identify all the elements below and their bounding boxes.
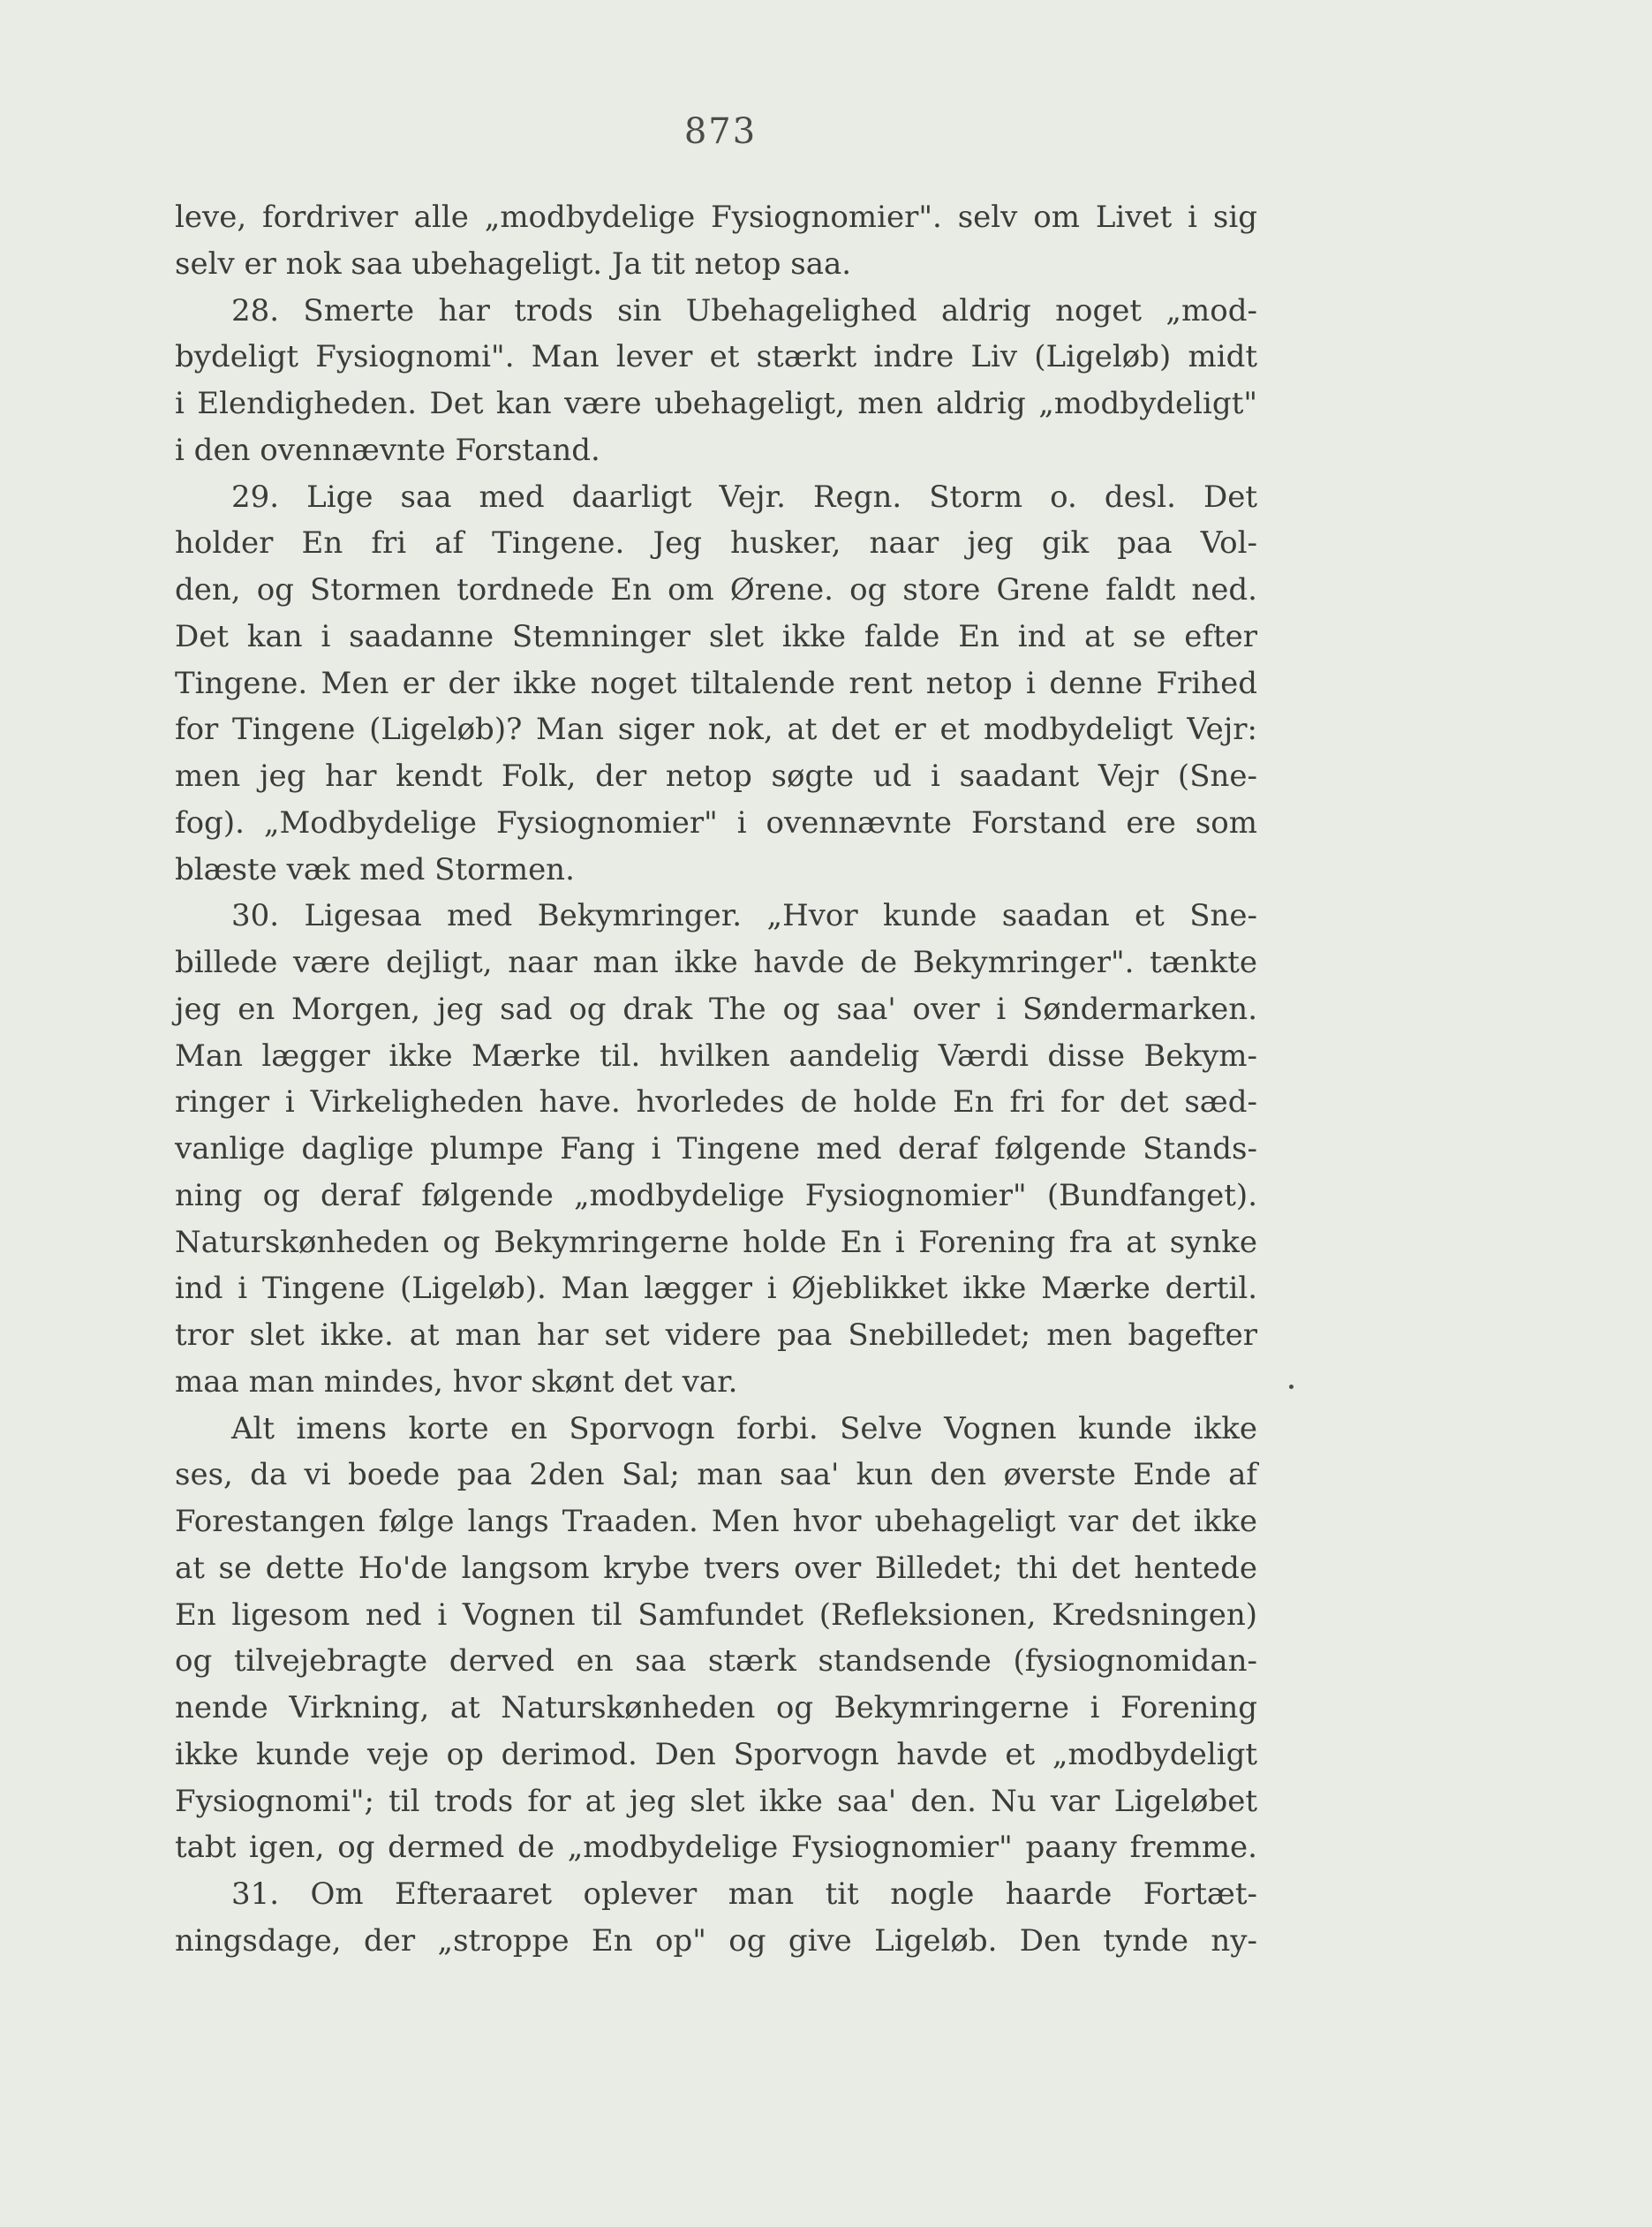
text-line: Alt imens korte en Sporvogn forbi. Selve Vognen kunde ikke <box>231 1410 1257 1446</box>
text-line: billede være dejligt, naar man ikke havde de Bekymringer". tænkte <box>175 945 1257 980</box>
text-line: fog). „Modbydelige Fysiognomier" i ovennævnte Forstand ere som <box>175 804 1257 841</box>
text-line: nende Virkning, at Naturskønheden og Bekymringerne i Forening <box>175 1690 1257 1725</box>
text-line: leve, fordriver alle „modbydelige Fysiognomier". selv om Livet i sig <box>175 200 1257 235</box>
text-line: jeg en Morgen, jeg sad og drak The og saa' over i Søndermarken. <box>175 991 1257 1027</box>
text-line: ning og deraf følgende „modbydelige Fysiognomier" (Bundfanget). <box>175 1177 1257 1213</box>
text-line: Fysiognomi"; til trods for at jeg slet ikke saa' den. Nu var Ligeløbet <box>175 1783 1257 1819</box>
text-line: Naturskønheden og Bekymringerne holde En i Forening fra at synke <box>175 1224 1257 1260</box>
text-line: at se dette Ho'de langsom krybe tvers over Billedet; thi det hentede <box>175 1550 1257 1586</box>
text-line: men jeg har kendt Folk, der netop søgte ud i saadant Vejr (Sne- <box>175 759 1257 794</box>
text-line: 29. Lige saa med daarligt Vejr. Regn. Storm o. desl. Det <box>231 479 1257 515</box>
ink-speck <box>1289 1385 1294 1389</box>
text-line: for Tingene (Ligeløb)? Man siger nok, at det er et modbydeligt Vejr: <box>175 712 1257 748</box>
text-line: bydeligt Fysiognomi". Man lever et stærkt indre Liv (Ligeløb) midt <box>175 339 1257 375</box>
text-line: tabt igen, og dermed de „modbydelige Fysiognomier" paany fremme. <box>175 1830 1257 1866</box>
text-line: maa man mindes, hvor skønt det var. <box>175 1363 738 1400</box>
text-line: ringer i Virkeligheden have. hvorledes de holde En fri for det sæd- <box>175 1084 1257 1121</box>
text-line: ikke kunde veje op derimod. Den Sporvogn havde et „modbydeligt <box>175 1736 1257 1772</box>
page-number: 873 <box>683 111 758 152</box>
text-line: i den ovennævnte Forstand. <box>175 432 600 468</box>
text-line: holder En fri af Tingene. Jeg husker, naar jeg gik paa Vol- <box>175 525 1257 562</box>
text-line: Forestangen følge langs Traaden. Men hvor ubehageligt var det ikke <box>175 1504 1257 1539</box>
text-line: ningsdage, der „stroppe En op" og give Ligeløb. Den tynde ny- <box>175 1922 1257 1959</box>
text-line: selv er nok saa ubehageligt. Ja tit netop saa. <box>175 245 852 282</box>
text-line: Det kan i saadanne Stemninger slet ikke falde En ind at se efter <box>175 618 1257 654</box>
text-line: Tingene. Men er der ikke noget tiltalende rent netop i denne Frihed <box>175 665 1257 701</box>
text-line: og tilvejebragte derved en saa stærk standsende (fysiognomidan- <box>175 1643 1257 1680</box>
text-line: 31. Om Efteraaret oplever man tit nogle haarde Fortæt- <box>231 1876 1257 1912</box>
text-line: blæste væk med Stormen. <box>175 851 575 887</box>
text-line: ind i Tingene (Ligeløb). Man lægger i Øjeblikket ikke Mærke dertil. <box>175 1271 1257 1307</box>
text-line: den, og Stormen tordnede En om Ørene. og store Grene faldt ned. <box>175 572 1257 608</box>
text-line: tror slet ikke. at man har set videre paa Snebilledet; men bagefter <box>175 1317 1257 1353</box>
text-line: 30. Ligesaa med Bekymringer. „Hvor kunde saadan et Sne- <box>231 898 1257 934</box>
text-line: i Elendigheden. Det kan være ubehageligt, men aldrig „modbydeligt" <box>175 386 1257 421</box>
text-line: ses, da vi boede paa 2den Sal; man saa' kun den øverste Ende af <box>175 1457 1257 1493</box>
body-text <box>175 194 1257 1965</box>
text-line: vanlige daglige plumpe Fang i Tingene med deraf følgende Stands- <box>175 1131 1257 1166</box>
text-line: Man lægger ikke Mærke til. hvilken aandelig Værdi disse Bekym- <box>175 1038 1257 1074</box>
text-line: 28. Smerte har trods sin Ubehagelighed aldrig noget „mod- <box>231 292 1257 328</box>
text-line: En ligesom ned i Vognen til Samfundet (Refleksionen, Kredsningen) <box>175 1597 1257 1633</box>
